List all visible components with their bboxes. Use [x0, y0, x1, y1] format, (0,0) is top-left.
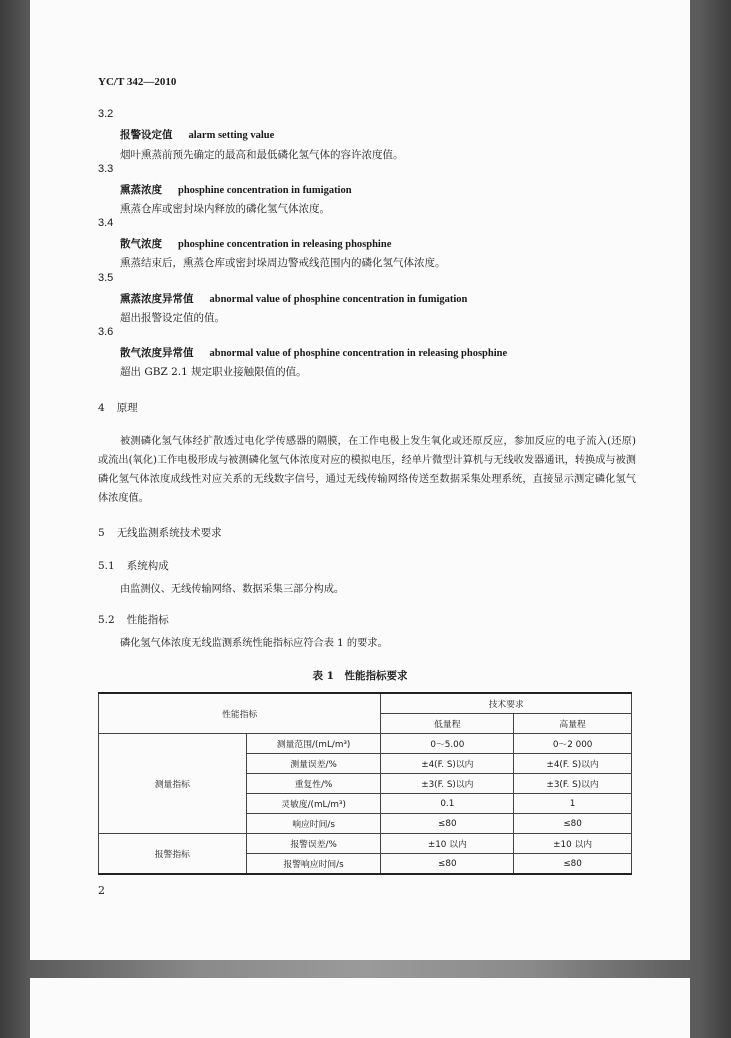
- section-title: 性能指标: [126, 614, 169, 626]
- clause-number: 3.5: [98, 272, 114, 284]
- page-number: 2: [98, 884, 105, 897]
- section-title: 系统构成: [126, 560, 169, 572]
- principle-paragraph: 被测磷化氢气体经扩散透过电化学传感器的隔膜，在工作电极上发生氧化或还原反应，参加反应的电子流入(还原)或流出(氧化)工作电极形成与被测磷化氢气体浓度对应的模拟电压，经单片微型计算机与无线收发器通讯，转换成与被测磷化氢气体浓度成线性对应关系的无线数字信号，通过无线传输网络传送至数据采集处理系统，直接显示测定磷化氢气体浓度值。: [98, 436, 636, 504]
- term-cn: 散气浓度异常值: [120, 347, 194, 359]
- table-row: [99, 834, 632, 854]
- group-measurement: 测量指标: [99, 734, 247, 834]
- term-definition: 熏蒸结束后，熏蒸仓库或密封垛周边警戒线范围内的磷化氢气体浓度。: [120, 257, 446, 269]
- term-en: abnormal value of phosphine concentration in fumigation: [209, 294, 468, 305]
- header-low-range: 低量程: [381, 714, 514, 734]
- term-cn: 熏蒸浓度: [120, 184, 162, 196]
- term-definition: 超出报警设定值的值。: [120, 312, 225, 324]
- group-alarm: 报警指标: [99, 834, 247, 875]
- header-high-range: 高量程: [514, 714, 632, 734]
- header-indicator: 性能指标: [99, 693, 381, 734]
- section-title: 无线监测系统技术要求: [116, 527, 222, 539]
- row-high: ≤80: [514, 814, 632, 834]
- row-name: 测量误差/%: [246, 754, 381, 774]
- term-en: abnormal value of phosphine concentration in releasing phosphine: [209, 348, 508, 359]
- row-name: 报警误差/%: [246, 834, 381, 854]
- term-definition: 熏蒸仓库或密封垛内释放的磷化氢气体浓度。: [120, 203, 330, 215]
- row-low: ±4(F. S)以内: [381, 754, 514, 774]
- row-low: ≤80: [381, 814, 514, 834]
- row-name: 重复性/%: [246, 774, 381, 794]
- performance-table: [98, 692, 632, 875]
- table-row: [99, 734, 632, 754]
- next-page: [30, 978, 690, 1038]
- row-low: 0.1: [381, 794, 514, 814]
- row-high: ±10 以内: [514, 834, 632, 854]
- subsection-heading: [98, 558, 169, 573]
- row-high: ≤80: [514, 854, 632, 875]
- row-name: 报警响应时间/s: [246, 854, 381, 875]
- row-low: ±10 以内: [381, 834, 514, 854]
- section-heading: [98, 400, 138, 415]
- row-name: 测量范围/(mL/m³): [246, 734, 381, 754]
- header-tech-requirements: 技术要求: [381, 693, 632, 714]
- term-cn: 散气浓度: [120, 238, 162, 250]
- term-definition: 超出 GBZ 2.1 规定职业接触限值的值。: [120, 366, 307, 378]
- term-definition: 烟叶熏蒸前预先确定的最高和最低磷化氢气体的容许浓度值。: [120, 149, 404, 161]
- term-en: alarm setting value: [188, 130, 275, 141]
- clause-number: 3.4: [98, 217, 114, 229]
- term-cn: 报警设定值: [120, 129, 173, 141]
- section-title: 原理: [116, 402, 138, 414]
- document-page: [30, 0, 690, 960]
- row-high: ±3(F. S)以内: [514, 774, 632, 794]
- row-name: 响应时间/s: [246, 814, 381, 834]
- table-caption: 表 1 性能指标要求: [312, 670, 408, 682]
- row-low: ±3(F. S)以内: [381, 774, 514, 794]
- term-en: phosphine concentration in releasing phosphine: [178, 239, 392, 250]
- term-entry: [120, 182, 352, 197]
- section-number: 5: [98, 527, 105, 539]
- section-number: 4: [98, 402, 105, 414]
- section-heading: [98, 525, 222, 540]
- performance-paragraph: 磷化氢气体浓度无线监测系统性能指标应符合表 1 的要求。: [120, 638, 388, 649]
- section-number: 5.2: [98, 614, 115, 626]
- clause-number: 3.2: [98, 108, 114, 120]
- term-entry: [120, 127, 274, 142]
- row-name: 灵敏度/(mL/m³): [246, 794, 381, 814]
- row-low: ≤80: [381, 854, 514, 875]
- row-high: 1: [514, 794, 632, 814]
- term-entry: [120, 236, 391, 251]
- section-number: 5.1: [98, 560, 115, 572]
- term-en: phosphine concentration in fumigation: [178, 185, 352, 196]
- row-high: ±4(F. S)以内: [514, 754, 632, 774]
- system-composition-paragraph: 由监测仪、无线传输网络、数据采集三部分构成。: [120, 584, 345, 595]
- clause-number: 3.6: [98, 326, 114, 338]
- term-entry: [120, 345, 507, 360]
- row-low: 0～5.00: [381, 734, 514, 754]
- standard-number: YC/T 342—2010: [98, 76, 177, 88]
- row-high: 0～2 000: [514, 734, 632, 754]
- term-entry: [120, 291, 467, 306]
- term-cn: 熏蒸浓度异常值: [120, 293, 194, 305]
- table-header-row: [99, 693, 632, 714]
- subsection-heading: [98, 612, 169, 627]
- clause-number: 3.3: [98, 163, 114, 175]
